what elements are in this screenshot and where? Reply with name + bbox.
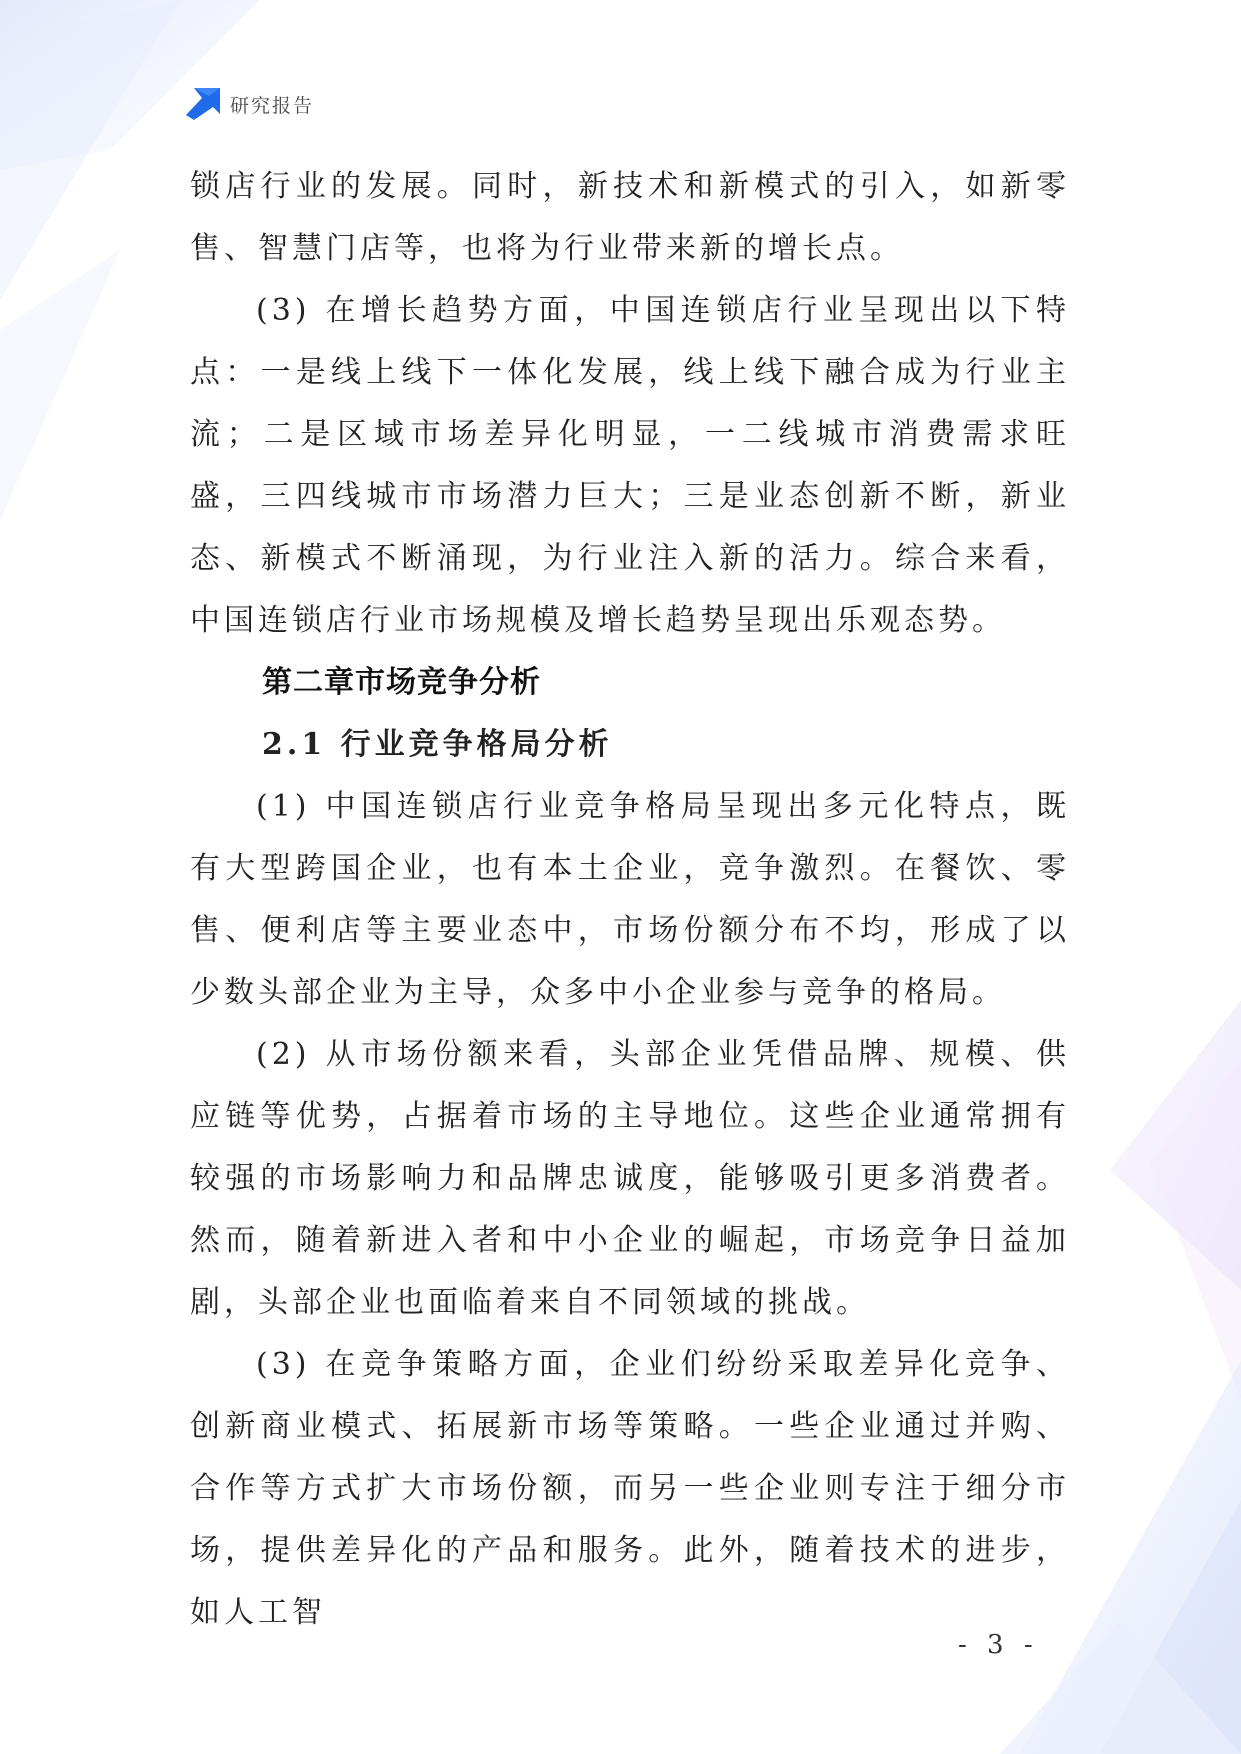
paragraph-growth-trend: (3) 在增长趋势方面，中国连锁店行业呈现出以下特点：一是线上线下一体化发展，线上线下融合成为行业主流；二是区域市场差异化明显，一二线城市消费需求旺盛，三四线城市市场潜力巨大；三是业态创新不断，新业态、新模式不断涌现，为行业注入新的活力。综合来看，中国连锁店行业市场规模及增长趋势呈现出乐观态势。 xyxy=(190,293,1070,638)
paragraph-competition-2: (2) 从市场份额来看，头部企业凭借品牌、规模、供应链等优势，占据着市场的主导地位。这些企业通常拥有较强的市场影响力和品牌忠诚度，能够吸引更多消费者。然而，随着新进入者和中小企业的崛起，市场竞争日益加剧，头部企业也面临着来自不同领域的挑战。 xyxy=(190,1037,1070,1320)
header-title: 研究报告 xyxy=(230,94,315,117)
paragraph-competition-3: (3) 在竞争策略方面，企业们纷纷采取差异化竞争、创新商业模式、拓展新市场等策略。一些企业通过并购、合作等方式扩大市场份额，而另一些企业则专注于细分市场，提供差异化的产品和服务。此外，随着技术的进步，如人工智 xyxy=(190,1347,1070,1630)
arrow-up-right-icon xyxy=(186,88,220,120)
paragraph-continuation: 锁店行业的发展。同时，新技术和新模式的引入，如新零售、智慧门店等，也将为行业带来新的增长点。 xyxy=(190,169,1070,266)
paragraph-competition-1: (1) 中国连锁店行业竞争格局呈现出多元化特点，既有大型跨国企业，也有本土企业，竞争激烈。在餐饮、零售、便利店等主要业态中，市场份额分布不均，形成了以少数头部企业为主导，众多中小企业参与竞争的格局。 xyxy=(190,789,1070,1010)
document-body xyxy=(190,156,1070,1644)
chapter-title: 第二章市场竞争分析 xyxy=(262,665,541,700)
section-title: 2.1 行业竞争格局分析 xyxy=(262,727,613,762)
report-header xyxy=(186,88,314,120)
page-number: - 3 - xyxy=(958,1630,1039,1660)
